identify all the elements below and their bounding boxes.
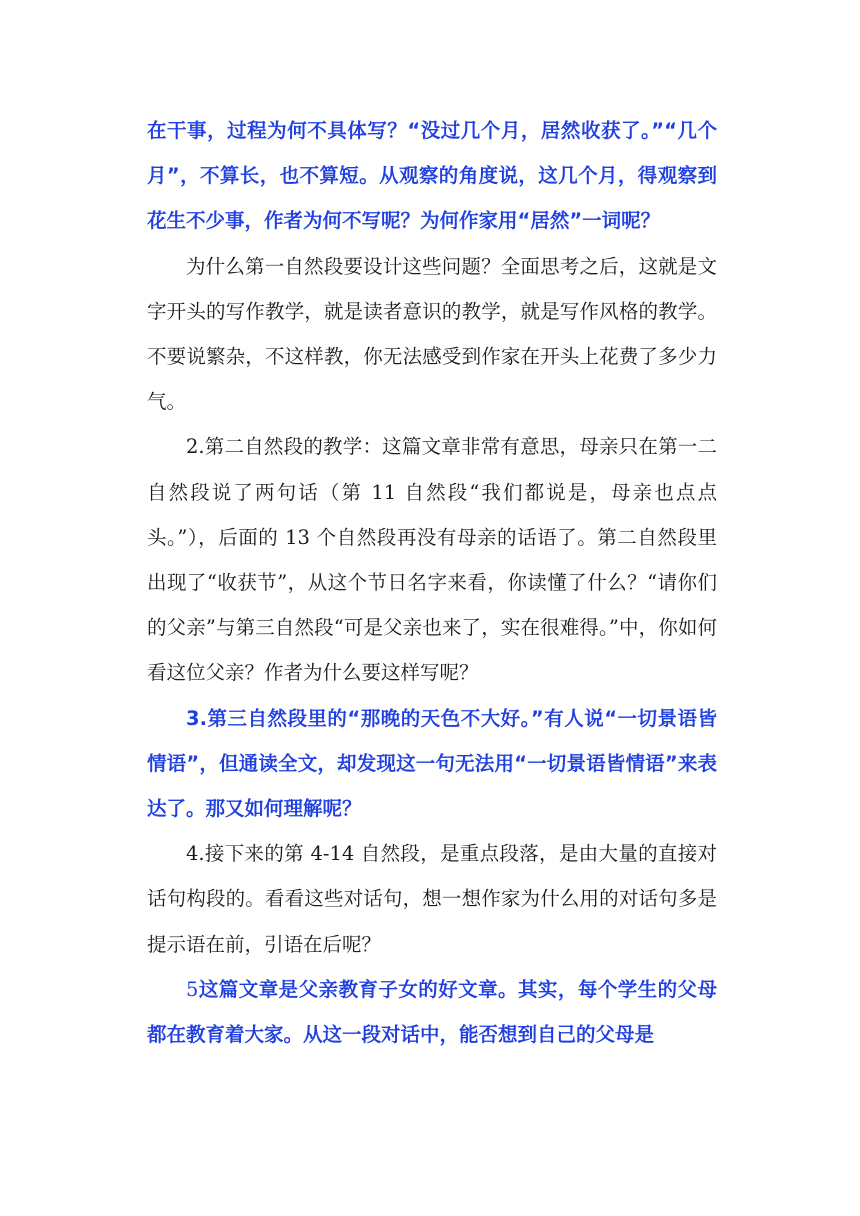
paragraph-third-section-weather: 3.第三自然段里的“那晚的天色不大好。”有人说“一切景语皆情语”，但通读全文，却发现这一句无法用“一切景语皆情语”来表达了。那又如何理解呢？ (147, 706, 717, 821)
paragraph-second-section-teaching: 2.第二自然段的教学：这篇文章非常有意思，母亲只在第一二自然段说了两句话（第 11 自然段“我们都说是，母亲也点点头。”），后面的 13 个自然段再没有母亲的话语了。第二自然段里出现了“收获节”，从这个节日名字来看，你读懂了什么？“请你们的父亲”与第三自然段“可是父亲也来了，实在很难得。”中，你如何看这位父亲？作者为什么要这样写呢？ (147, 435, 717, 685)
document-body (147, 108, 717, 1057)
paragraph-parents-education (147, 967, 717, 1057)
paragraph-text: 这篇文章是父亲教育子女的好文章。其实，每个学生的父母都在教育着大家。从这一段对话中，能否想到自己的父母是 (147, 977, 717, 1047)
paragraph-first-section-reason: 为什么第一自然段要设计这些问题？全面思考之后，这就是文字开头的写作教学，就是读者意识的教学，就是写作风格的教学。不要说繁杂，不这样教，你无法感受到作家在开头上花费了多少力气。 (147, 254, 717, 414)
paragraph-dialogue-sections: 4.接下来的第 4-14 自然段，是重点段落，是由大量的直接对话句构段的。看看这些对话句，想一想作家为什么用的对话句多是提示语在前，引语在后呢？ (147, 842, 717, 956)
paragraph-question-peanut-growth: 在干事，过程为何不具体写？“没过几个月，居然收获了。”“几个月”，不算长，也不算短。从观察的角度说，这几个月，得观察到花生不少事，作者为何不写呢？为何作家用“居然”一词呢？ (147, 119, 717, 233)
paragraph-number: 5 (186, 977, 199, 1001)
